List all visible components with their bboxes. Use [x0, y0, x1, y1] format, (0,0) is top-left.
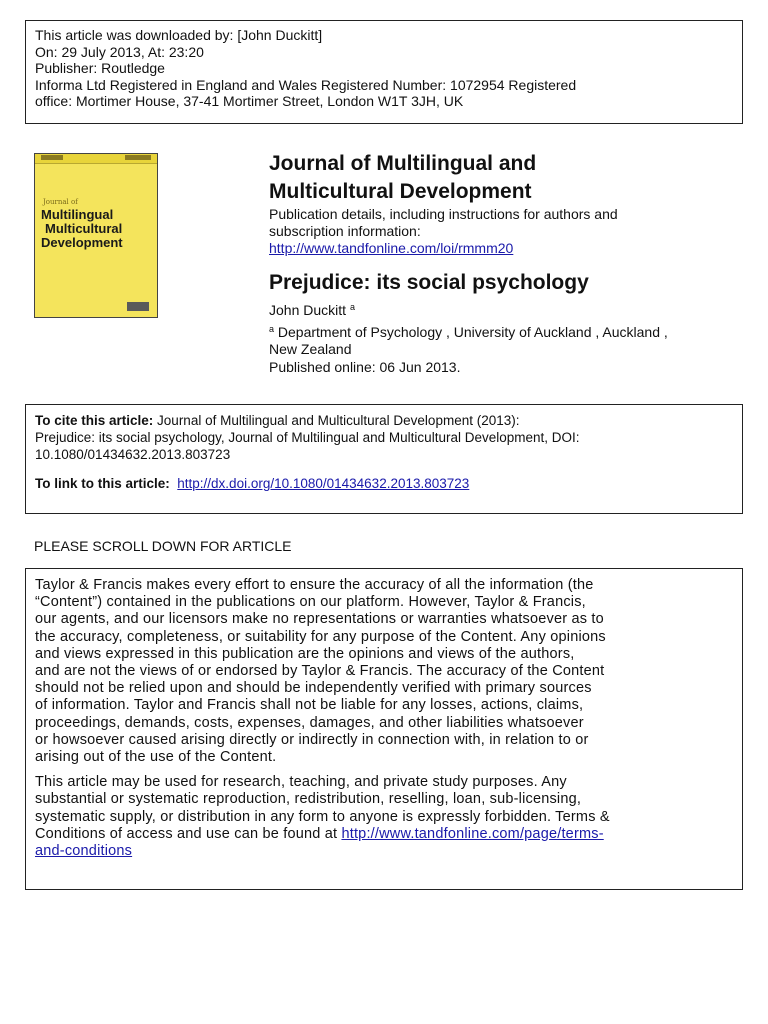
cover-small-text: Journal of [43, 198, 78, 206]
disclaimer-box [25, 568, 743, 890]
publication-details [269, 206, 618, 257]
terms-line: systematic supply, or distribution in any form to anyone is expressly forbidden. Terms & [35, 808, 610, 825]
download-info-line: This article was downloaded by: [John Duckitt] [35, 27, 323, 43]
article-title: Prejudice: its social psychology [269, 271, 589, 294]
affiliation-line: New Zealand [269, 341, 352, 357]
download-info-box [25, 20, 743, 124]
citation-box [25, 404, 743, 514]
disclaimer-line: and are not the views of or endorsed by Taylor & Francis. The accuracy of the Content [35, 663, 605, 680]
cover-title-line: Development [41, 235, 123, 250]
cover-top-strip [35, 154, 157, 164]
download-info-line: On: 29 July 2013, At: 23:20 [35, 43, 204, 60]
publisher-logo [127, 302, 149, 311]
scroll-notice: PLEASE SCROLL DOWN FOR ARTICLE [34, 538, 292, 554]
author-affil-marker: a [349, 302, 355, 312]
download-info-line: Informa Ltd Registered in England and Wales Registered Number: 1072954 Registered [35, 76, 577, 93]
journal-url-link[interactable]: http://www.tandfonline.com/loi/rmmm20 [269, 240, 514, 256]
disclaimer-line: Taylor & Francis makes every effort to ensure the accuracy of all the information (the [35, 577, 594, 593]
publication-details-line: subscription information: [269, 223, 421, 239]
journal-title-line: Multicultural Development [269, 180, 532, 203]
link-label: To link to this article: [35, 476, 170, 491]
published-date: Published online: 06 Jun 2013. [269, 359, 461, 375]
disclaimer-line: the accuracy, completeness, or suitability for any purpose of the Content. Any opinions [35, 628, 606, 645]
journal-title [269, 150, 536, 206]
publication-details-line: Publication details, including instructions for authors and [269, 206, 618, 222]
author-name-text: John Duckitt [269, 302, 347, 318]
journal-title-line: Journal of Multilingual and [269, 152, 537, 175]
author-name [269, 302, 355, 319]
disclaimer-line: arising out of the use of the Content. [35, 749, 277, 766]
terms-line: substantial or systematic reproduction, redistribution, reselling, loan, sub-licensing, [35, 791, 582, 808]
disclaimer-line: proceedings, demands, costs, expenses, damages, and other liabilities whatsoever [35, 714, 584, 731]
disclaimer-line: our agents, and our licensors make no representations or warranties whatsoever as to [35, 611, 604, 628]
disclaimer-line: of information. Taylor and Francis shall not be liable for any losses, actions, claims, [35, 697, 584, 714]
disclaimer-line: “Content”) contained in the publications on our platform. However, Taylor & Francis, [35, 594, 586, 611]
author-affiliation [269, 324, 668, 358]
doi-link[interactable]: http://dx.doi.org/10.1080/01434632.2013.803723 [177, 476, 470, 491]
terms-link[interactable]: http://www.tandfonline.com/page/terms- [341, 825, 604, 842]
cite-text: Journal of Multilingual and Multicultural Development (2013): [157, 413, 520, 428]
affiliation-line: Department of Psychology , University of Auckland , Auckland , [277, 324, 668, 340]
cover-title-line: Multicultural [45, 221, 123, 236]
disclaimer-line: or howsoever caused arising directly or indirectly in connection with, in relation to or [35, 731, 589, 748]
cite-label: To cite this article: [35, 413, 154, 428]
terms-link-continued[interactable]: and-conditions [35, 843, 133, 860]
download-info-line: Publisher: Routledge [35, 60, 165, 76]
disclaimer-line: and views expressed in this publication are the opinions and views of the authors, [35, 645, 575, 662]
cite-text: 10.1080/01434632.2013.803723 [35, 447, 231, 462]
cover-title-line: Multilingual [41, 207, 114, 222]
journal-cover-image [34, 153, 158, 318]
terms-line: This article may be used for research, teaching, and private study purposes. Any [35, 774, 567, 791]
terms-line: Conditions of access and use can be found at [35, 825, 342, 842]
disclaimer-line: should not be relied upon and should be independently verified with primary sources [35, 680, 592, 697]
affil-marker: a [269, 324, 275, 334]
cite-text: Prejudice: its social psychology, Journal of Multilingual and Multicultural Development, DOI: [35, 430, 580, 445]
download-info-line: office: Mortimer House, 37-41 Mortimer Street, London W1T 3JH, UK [35, 93, 464, 109]
